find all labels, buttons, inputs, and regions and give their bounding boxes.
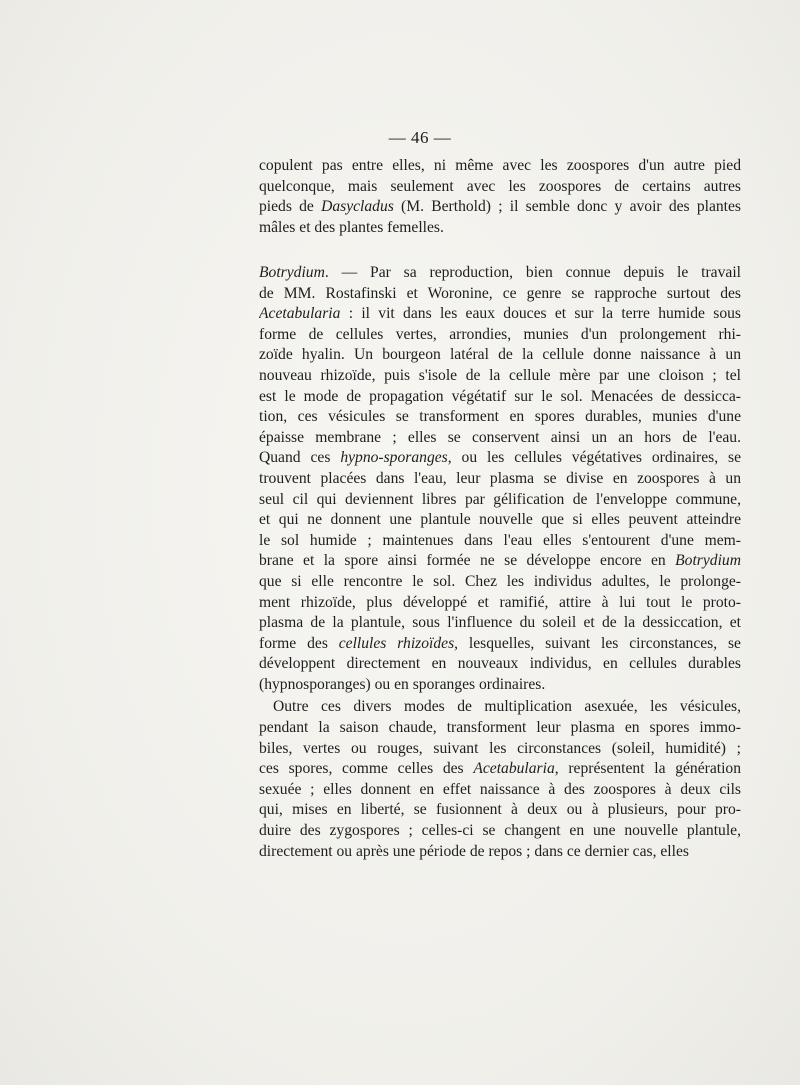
text-run: quelconque, mais seulement avec les zoospores de certains autres (259, 177, 741, 195)
text-line (259, 510, 741, 531)
text-run: et qui ne donnent une plantule nouvelle que si elles peuvent atteindre (259, 511, 741, 529)
text-run: zoïde hyalin. Un bourgeon latéral de la cellule donne naissance à un (259, 346, 741, 364)
text-run: sexuée ; elles donnent en effet naissance à des zoospores à deux cils (259, 780, 741, 798)
text-line (259, 156, 741, 177)
text-run: . — Par sa reproduction, bien connue depuis le travail (324, 264, 741, 281)
text-line (259, 490, 741, 511)
text-run: copulent pas entre elles, ni même avec les zoospores d'un autre pied (259, 157, 741, 174)
text-run: forme de cellules vertes, arrondies, munies d'un prolongement rhi- (259, 325, 741, 343)
text-run: ces spores, comme celles des (259, 760, 474, 778)
text-run: ment rhizoïde, plus développé et ramifié, attire à lui tout le proto- (259, 593, 741, 611)
text-run: Outre ces divers modes de multiplication asexuée, les vésicules, (273, 698, 741, 716)
italic-term: hypno-sporanges (340, 449, 448, 467)
text-run: , représentent la génération (554, 760, 741, 778)
text-line (259, 613, 741, 634)
text-run: biles, vertes ou rouges, suivant les circonstances (soleil, humidité) ; (259, 739, 741, 757)
text-run: tion, ces vésicules se transforment en spores durables, munies d'une (259, 408, 741, 426)
text-line (259, 675, 741, 696)
text-line (259, 304, 741, 325)
paragraph-botrydium (259, 263, 741, 862)
text-run: directement ou après une période de repos ; dans ce dernier cas, elles (259, 842, 689, 860)
text-line (259, 593, 741, 614)
text-line (259, 739, 741, 760)
italic-term: Dasycladus (321, 198, 394, 216)
page-number: — 46 — (388, 128, 452, 147)
text-run: pendant la saison chaude, transforment leur plasma en spores immo- (259, 719, 741, 737)
text-line (259, 407, 741, 428)
text-line (259, 842, 741, 863)
text-run: trouvent placées dans l'eau, leur plasma se divise en zoospores à un (259, 469, 741, 487)
text-run: pieds de (259, 198, 322, 216)
text-line (259, 218, 741, 239)
text-run: (M. Berthold) ; il semble donc y avoir des plantes (393, 198, 741, 216)
text-line (259, 284, 741, 305)
text-line (259, 654, 741, 675)
text-run: (hypnosporanges) ou en sporanges ordinaires. (259, 675, 546, 693)
text-line (259, 800, 741, 821)
text-line (259, 718, 741, 739)
text-run: le sol humide ; maintenues dans l'eau elles s'entourent d'une mem- (259, 531, 741, 549)
text-run: nouveau rhizoïde, puis s'isole de la cellule mère par une cloison ; tel (259, 366, 741, 384)
text-run: , lesquelles, suivant les circonstances, se (454, 634, 741, 652)
text-run: mâles et des plantes femelles. (259, 218, 444, 236)
text-run: qui, mises en liberté, se fusionnent à deux ou à plusieurs, pour pro- (259, 801, 741, 819)
paragraph-continuation (259, 156, 741, 238)
italic-term: Botrydium (675, 552, 741, 570)
italic-term: Acetabularia (473, 760, 555, 778)
text-line (259, 572, 741, 593)
text-line (259, 177, 741, 198)
text-run: plasma de la plantule, sous l'influence du soleil et de la dessiccation, et (259, 614, 741, 632)
text-run: que si elle rencontre le sol. Chez les individus adultes, le prolonge- (259, 572, 741, 590)
text-line (259, 551, 741, 572)
text-line (259, 448, 741, 469)
text-line (259, 697, 741, 718)
text-line (259, 197, 741, 218)
text-line (259, 634, 741, 655)
text-run: forme des (259, 634, 339, 652)
text-line (259, 387, 741, 408)
italic-term: Acetabularia (259, 305, 341, 323)
text-line (259, 821, 741, 842)
text-line (259, 759, 741, 780)
text-run: brane et la spore ainsi formée ne se développe encore en (259, 552, 676, 570)
text-run: épaisse membrane ; elles se conservent ainsi un an hors de l'eau. (259, 428, 741, 446)
text-run: développent directement en nouveaux individus, en cellules durables (259, 655, 741, 673)
text-run: , ou les cellules végétatives ordinaires, se (447, 449, 741, 467)
text-run: est le mode de propagation végétatif sur le sol. Menacées de dessicca- (259, 387, 741, 405)
text-run: duire des zygospores ; celles-ci se changent en une nouvelle plantule, (259, 822, 741, 840)
text-run: seul cil qui deviennent libres par gélification de l'enveloppe commune, (259, 490, 741, 508)
italic-term: cellules rhizoïdes (338, 634, 455, 652)
text-line (259, 780, 741, 801)
text-run: Quand ces (259, 449, 341, 467)
text-run: : il vit dans les eaux douces et sur la terre humide sous (340, 305, 741, 323)
text-line (259, 263, 741, 284)
italic-term: Botrydium (259, 264, 325, 281)
text-line (259, 366, 741, 387)
text-line (259, 345, 741, 366)
text-line (259, 325, 741, 346)
text-line (259, 469, 741, 490)
text-run: de MM. Rostafinski et Woronine, ce genre se rapproche surtout des (259, 284, 741, 302)
text-line (259, 428, 741, 449)
text-line (259, 531, 741, 552)
